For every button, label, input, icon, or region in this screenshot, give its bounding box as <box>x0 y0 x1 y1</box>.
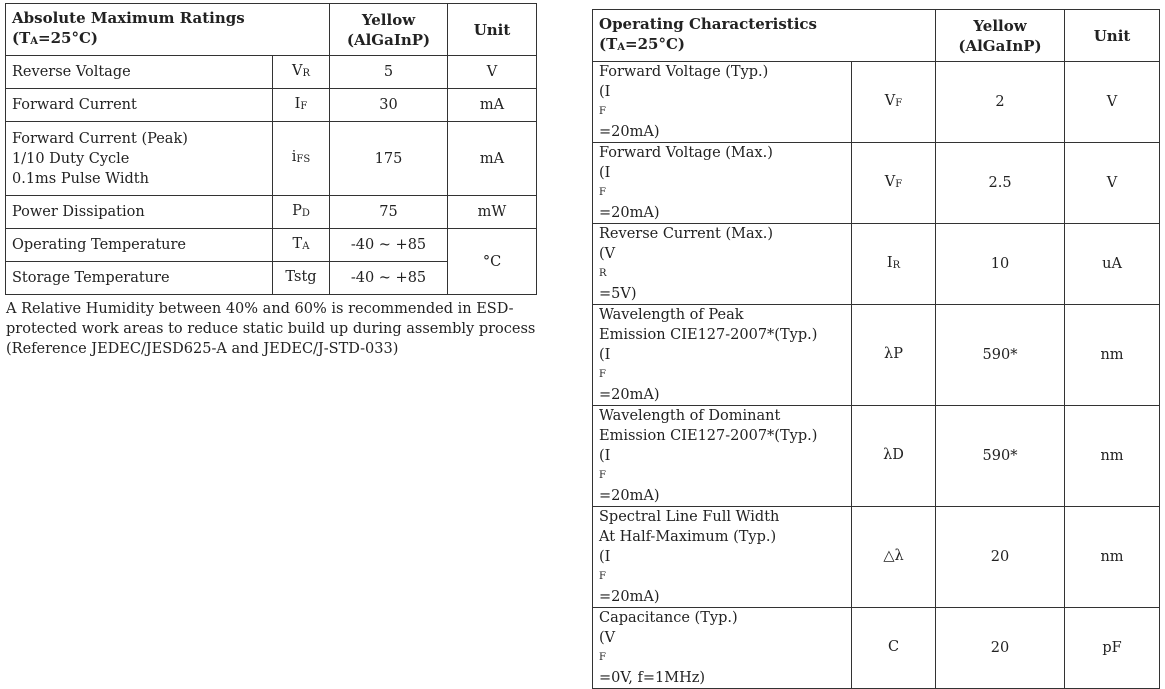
oc-value: 20 <box>936 507 1065 608</box>
amr-value: -40 ~ +85 <box>330 229 448 262</box>
oc-unit: pF <box>1065 608 1160 689</box>
table-row <box>6 229 537 262</box>
table-row <box>593 62 1160 143</box>
table-row <box>593 143 1160 224</box>
oc-unit: uA <box>1065 224 1160 305</box>
oc-value: 2.5 <box>936 143 1065 224</box>
oc-yellow-header: Yellow (AlGaInP) <box>936 10 1065 62</box>
oc-condition: (TA=25°C) <box>599 34 686 53</box>
oc-symbol: λP <box>852 305 936 406</box>
oc-header-row <box>593 10 1160 62</box>
table-row <box>593 305 1160 406</box>
oc-param-reverse-current-max: Reverse Current (Max.) (V R =5V) <box>593 224 852 305</box>
amr-param-storage-temperature: Storage Temperature <box>6 262 273 295</box>
oc-unit: nm <box>1065 406 1160 507</box>
amr-unit-temperature: °C <box>448 229 537 295</box>
table-row <box>593 406 1160 507</box>
oc-unit: V <box>1065 62 1160 143</box>
amr-unit-header: Unit <box>448 4 537 56</box>
amr-symbol: IF <box>273 89 330 122</box>
amr-param-forward-current: Forward Current <box>6 89 273 122</box>
table-row <box>6 122 537 196</box>
amr-param-power-dissipation: Power Dissipation <box>6 196 273 229</box>
amr-param-reverse-voltage: Reverse Voltage <box>6 56 273 89</box>
table-row <box>593 507 1160 608</box>
table-row <box>6 196 537 229</box>
oc-unit: V <box>1065 143 1160 224</box>
oc-unit: nm <box>1065 305 1160 406</box>
amr-symbol: VR <box>273 56 330 89</box>
oc-param-spectral-line-width: Spectral Line Full Width At Half-Maximum (Typ.) (I F =20mA) <box>593 507 852 608</box>
amr-condition: (TA=25°C) <box>12 28 99 47</box>
oc-title-cell <box>593 10 936 62</box>
amr-value: 30 <box>330 89 448 122</box>
oc-unit-header: Unit <box>1065 10 1160 62</box>
table-row <box>6 56 537 89</box>
amr-value: 75 <box>330 196 448 229</box>
oc-symbol: VF <box>852 62 936 143</box>
oc-symbol: λD <box>852 406 936 507</box>
amr-param-forward-current-peak: Forward Current (Peak) 1/10 Duty Cycle 0.1ms Pulse Width <box>6 122 273 196</box>
amr-value: -40 ~ +85 <box>330 262 448 295</box>
amr-unit: V <box>448 56 537 89</box>
amr-symbol: PD <box>273 196 330 229</box>
table-row <box>593 608 1160 689</box>
humidity-note: A Relative Humidity between 40% and 60% is recommended in ESD-protected work areas to reduce static build up during assembly process (Reference JEDEC/JESD625-A and JEDEC/J-STD-033) <box>6 301 536 357</box>
amr-symbol: iFS <box>273 122 330 196</box>
oc-title: Operating Characteristics <box>599 14 818 33</box>
oc-symbol: VF <box>852 143 936 224</box>
amr-unit: mA <box>448 89 537 122</box>
oc-value: 590* <box>936 305 1065 406</box>
amr-symbol: TA <box>273 229 330 262</box>
amr-yellow-header: Yellow (AlGaInP) <box>330 4 448 56</box>
amr-value: 5 <box>330 56 448 89</box>
table-row <box>6 89 537 122</box>
amr-param-operating-temperature: Operating Temperature <box>6 229 273 262</box>
oc-value: 590* <box>936 406 1065 507</box>
oc-param-dominant-wavelength: Wavelength of Dominant Emission CIE127-2007*(Typ.) (I F =20mA) <box>593 406 852 507</box>
amr-value: 175 <box>330 122 448 196</box>
oc-param-capacitance: Capacitance (Typ.) (V F =0V, f=1MHz) <box>593 608 852 689</box>
operating-characteristics-table <box>592 9 1160 689</box>
absolute-maximum-ratings-table <box>5 3 537 295</box>
amr-unit: mA <box>448 122 537 196</box>
oc-symbol: C <box>852 608 936 689</box>
amr-title: Absolute Maximum Ratings <box>12 8 245 27</box>
amr-title-cell <box>6 4 330 56</box>
oc-value: 20 <box>936 608 1065 689</box>
oc-param-forward-voltage-typ: Forward Voltage (Typ.) (I F =20mA) <box>593 62 852 143</box>
oc-symbol: IR <box>852 224 936 305</box>
table-row <box>593 224 1160 305</box>
oc-symbol: △λ <box>852 507 936 608</box>
amr-header-row <box>6 4 537 56</box>
oc-unit: nm <box>1065 507 1160 608</box>
amr-symbol: Tstg <box>273 262 330 295</box>
oc-value: 10 <box>936 224 1065 305</box>
oc-value: 2 <box>936 62 1065 143</box>
oc-param-peak-wavelength: Wavelength of Peak Emission CIE127-2007*(Typ.) (I F =20mA) <box>593 305 852 406</box>
amr-unit: mW <box>448 196 537 229</box>
oc-param-forward-voltage-max: Forward Voltage (Max.) (I F =20mA) <box>593 143 852 224</box>
